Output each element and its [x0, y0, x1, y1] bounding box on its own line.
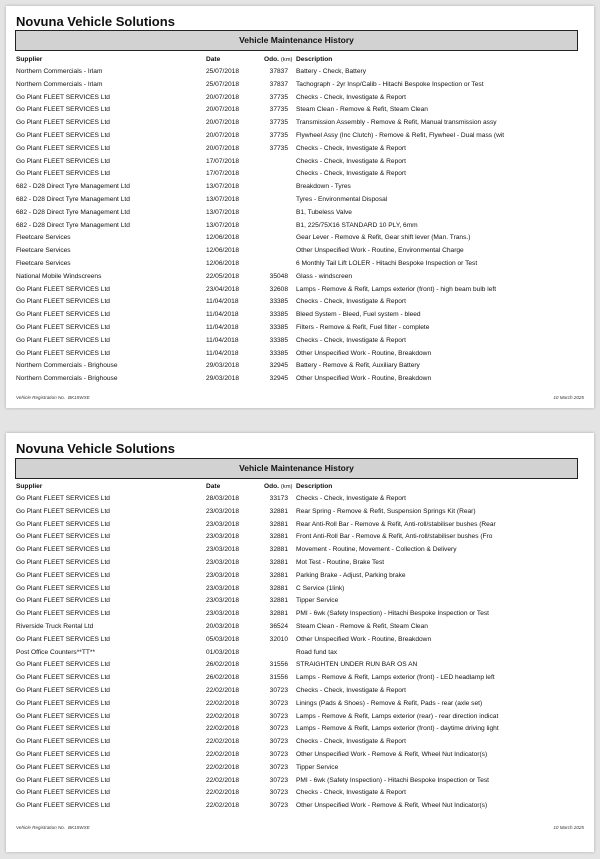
date-cell: 23/03/2018 — [206, 559, 240, 566]
date-cell: 26/02/2018 — [206, 674, 240, 682]
table-row — [6, 92, 594, 105]
supplier-cell: Go Plant FLEET SERVICES Ltd — [16, 93, 110, 101]
odometer-cell: 33385 — [269, 298, 288, 306]
table-row — [6, 634, 594, 647]
odometer-cell: 37735 — [269, 119, 288, 127]
table-row — [6, 608, 594, 621]
description-cell: STRAIGHTEN UNDER RUN BAR OS AN — [296, 661, 418, 669]
supplier-cell: Go Plant FLEET SERVICES Ltd — [16, 776, 110, 784]
table-row — [6, 519, 594, 532]
footer-date: 10 March 2025 — [553, 395, 584, 400]
table-row — [6, 647, 594, 660]
footer-date: 10 March 2025 — [553, 825, 584, 830]
odometer-cell: 30723 — [269, 789, 288, 797]
description-cell: C Service (1link) — [296, 584, 345, 592]
description-cell: Lamps - Remove & Refit, Lamps exterior (front) - daytime driving light — [296, 725, 499, 733]
odometer-cell: 32881 — [269, 546, 288, 554]
table-row — [6, 156, 594, 169]
company-name: Novuna Vehicle Solutions — [16, 14, 175, 29]
date-cell: 22/02/2018 — [206, 751, 240, 758]
supplier-cell: Post Office Counters**TT** — [16, 648, 96, 656]
header-odo-label: Odo. — [264, 483, 280, 490]
odometer-cell: 33385 — [269, 336, 288, 344]
description-cell: Tipper Service — [296, 597, 339, 605]
description-cell: 6 Monthly Tail Lift LOLER - Hitachi Bespoke Inspection or Test — [296, 260, 478, 267]
table-row — [6, 117, 594, 130]
table-row — [6, 762, 594, 775]
description-cell: Rear Spring - Remove & Refit, Suspension Springs Kit (Rear) — [296, 507, 476, 515]
date-cell: 23/03/2018 — [206, 610, 240, 618]
description-cell: Other Unspecified Work - Routine, Breakdown — [296, 349, 432, 357]
date-cell: 23/04/2018 — [206, 285, 240, 293]
description-cell: Checks - Check, Investigate & Report — [296, 144, 406, 152]
odometer-cell: 30723 — [269, 738, 288, 746]
page-footer — [6, 825, 594, 835]
supplier-cell: Go Plant FLEET SERVICES Ltd — [16, 610, 110, 618]
table-row — [6, 373, 594, 386]
supplier-cell: Go Plant FLEET SERVICES Ltd — [16, 687, 110, 694]
table-row — [6, 557, 594, 570]
description-cell: Checks - Check, Investigate & Report — [296, 336, 406, 344]
description-cell: Road fund tax — [296, 648, 338, 656]
date-cell: 20/07/2018 — [206, 132, 240, 139]
table-row — [6, 348, 594, 361]
description-cell: Other Unspecified Work - Remove & Refit, Wheel Nut Indicator(s) — [296, 802, 488, 810]
table-row — [6, 800, 594, 813]
supplier-cell: Go Plant FLEET SERVICES Ltd — [16, 635, 110, 643]
date-cell: 22/02/2018 — [206, 776, 240, 784]
description-cell: Checks - Check, Investigate & Report — [296, 789, 406, 797]
date-cell: 23/03/2018 — [206, 571, 240, 579]
supplier-cell: Go Plant FLEET SERVICES Ltd — [16, 763, 110, 771]
supplier-cell: Riverside Truck Rental Ltd — [16, 623, 94, 630]
description-cell: Other Unspecified Work - Remove & Refit, Wheel Nut Indicator(s) — [296, 751, 488, 758]
document-page-1 — [6, 6, 594, 408]
supplier-cell: 682 - D28 Direct Tyre Management Ltd — [16, 196, 130, 203]
table-row — [6, 787, 594, 800]
date-cell: 11/04/2018 — [206, 336, 239, 344]
table-row — [6, 698, 594, 711]
description-cell: Other Unspecified Work - Routine, Environmental Charge — [296, 247, 464, 255]
date-cell: 20/07/2018 — [206, 93, 240, 101]
date-cell: 11/04/2018 — [206, 324, 239, 331]
table-row — [6, 685, 594, 698]
date-cell: 23/03/2018 — [206, 507, 240, 515]
supplier-cell: Go Plant FLEET SERVICES Ltd — [16, 738, 110, 746]
odometer-cell: 32881 — [269, 584, 288, 592]
description-cell: Checks - Check, Investigate & Report — [296, 157, 406, 165]
table-row — [6, 79, 594, 92]
date-cell: 22/02/2018 — [206, 789, 240, 797]
date-cell: 13/07/2018 — [206, 208, 240, 216]
supplier-cell: Go Plant FLEET SERVICES Ltd — [16, 170, 110, 178]
description-cell: Steam Clean - Remove & Refit, Steam Clean — [296, 623, 428, 630]
table-row — [6, 531, 594, 544]
header-supplier: Supplier — [16, 56, 43, 63]
footer-registration: BK15WXE — [68, 825, 90, 830]
footer-registration: BK15WXE — [68, 395, 90, 400]
odometer-cell: 30723 — [269, 776, 288, 784]
date-cell: 20/07/2018 — [206, 144, 240, 152]
description-cell: Lamps - Remove & Refit, Lamps exterior (front) - LED headlamp left — [296, 674, 495, 682]
table-row — [6, 232, 594, 245]
supplier-cell: Go Plant FLEET SERVICES Ltd — [16, 336, 110, 344]
date-cell: 23/03/2018 — [206, 584, 240, 592]
table-row — [6, 104, 594, 117]
table-row — [6, 168, 594, 181]
date-cell: 23/03/2018 — [206, 597, 240, 605]
odometer-cell: 32881 — [269, 507, 288, 515]
section-banner: Vehicle Maintenance History — [15, 458, 578, 479]
footer-label: Vehicle Registration No. — [16, 395, 66, 400]
header-date: Date — [206, 483, 221, 490]
odometer-cell: 36524 — [269, 623, 288, 630]
table-row — [6, 220, 594, 233]
description-cell: Lamps - Remove & Refit, Lamps exterior (rear) - rear direction indicat — [296, 712, 499, 720]
description-cell: Other Unspecified Work - Routine, Breakdown — [296, 375, 432, 383]
date-cell: 29/03/2018 — [206, 375, 240, 383]
date-cell: 22/02/2018 — [206, 687, 240, 694]
supplier-cell: Northern Commercials - Irlam — [16, 80, 103, 88]
supplier-cell: Go Plant FLEET SERVICES Ltd — [16, 597, 110, 605]
table-row — [6, 736, 594, 749]
date-cell: 23/03/2018 — [206, 533, 240, 541]
supplier-cell: Go Plant FLEET SERVICES Ltd — [16, 106, 110, 114]
odometer-cell: 37837 — [269, 80, 288, 88]
odometer-cell: 33385 — [269, 349, 288, 357]
footer-label: Vehicle Registration No. — [16, 825, 66, 830]
description-cell: Battery - Remove & Refit, Auxiliary Battery — [296, 362, 420, 370]
supplier-cell: Go Plant FLEET SERVICES Ltd — [16, 725, 110, 733]
page-footer — [6, 395, 594, 405]
description-cell: PMI - 6wk (Safety Inspection) - Hitachi Bespoke Inspection or Test — [296, 776, 490, 784]
odometer-cell: 33173 — [269, 495, 288, 502]
table-row — [6, 335, 594, 348]
odometer-cell: 37735 — [269, 144, 288, 152]
supplier-cell: Go Plant FLEET SERVICES Ltd — [16, 661, 110, 669]
date-cell: 25/07/2018 — [206, 80, 240, 88]
description-cell: Checks - Check, Investigate & Report — [296, 495, 406, 502]
supplier-cell: Go Plant FLEET SERVICES Ltd — [16, 285, 110, 293]
date-cell: 11/04/2018 — [206, 349, 239, 357]
odometer-cell: 37735 — [269, 106, 288, 114]
supplier-cell: Go Plant FLEET SERVICES Ltd — [16, 495, 110, 502]
odometer-cell: 32881 — [269, 571, 288, 579]
date-cell: 22/02/2018 — [206, 802, 240, 810]
supplier-cell: Go Plant FLEET SERVICES Ltd — [16, 571, 110, 579]
description-cell: Tipper Service — [296, 763, 339, 771]
date-cell: 23/03/2018 — [206, 546, 240, 554]
table-row — [6, 570, 594, 583]
odometer-cell: 30723 — [269, 725, 288, 733]
section-banner: Vehicle Maintenance History — [15, 30, 578, 51]
company-name: Novuna Vehicle Solutions — [16, 441, 175, 456]
date-cell: 11/04/2018 — [206, 311, 239, 319]
table-header — [6, 54, 594, 67]
odometer-cell: 32945 — [269, 362, 288, 370]
date-cell: 22/02/2018 — [206, 712, 240, 720]
description-cell: Bleed System - Bleed, Fuel system - bleed — [296, 311, 421, 319]
date-cell: 12/06/2018 — [206, 260, 240, 267]
table-row — [6, 544, 594, 557]
odometer-cell: 37735 — [269, 132, 288, 139]
odometer-cell: 33385 — [269, 311, 288, 319]
description-cell: B1, 225/75X16 STANDARD 10 PLY, 6mm — [296, 221, 418, 229]
table-row — [6, 143, 594, 156]
date-cell: 17/07/2018 — [206, 170, 240, 178]
supplier-cell: 682 - D28 Direct Tyre Management Ltd — [16, 221, 130, 229]
odometer-cell: 37735 — [269, 93, 288, 101]
description-cell: Linings (Pads & Shoes) - Remove & Refit, Pads - rear (axle set) — [296, 699, 483, 707]
supplier-cell: Northern Commercials - Brighouse — [16, 375, 118, 383]
odometer-cell: 35048 — [269, 272, 288, 280]
table-row — [6, 672, 594, 685]
supplier-cell: Go Plant FLEET SERVICES Ltd — [16, 349, 110, 357]
date-cell: 20/03/2018 — [206, 623, 240, 630]
date-cell: 13/07/2018 — [206, 183, 240, 191]
table-row — [6, 258, 594, 271]
supplier-cell: Go Plant FLEET SERVICES Ltd — [16, 324, 110, 331]
odometer-cell: 37837 — [269, 68, 288, 75]
table-row — [6, 775, 594, 788]
supplier-cell: Fleetcare Services — [16, 260, 71, 267]
description-cell: Mot Test - Routine, Brake Test — [296, 559, 385, 566]
date-cell: 23/03/2018 — [206, 520, 240, 528]
supplier-cell: Go Plant FLEET SERVICES Ltd — [16, 132, 110, 139]
description-cell: Battery - Check, Battery — [296, 68, 366, 75]
supplier-cell: Go Plant FLEET SERVICES Ltd — [16, 712, 110, 720]
description-cell: Flywheel Assy (Inc Clutch) - Remove & Refit, Flywheel - Dual mass (wit — [296, 132, 505, 139]
date-cell: 13/07/2018 — [206, 221, 240, 229]
description-cell: PMI - 6wk (Safety Inspection) - Hitachi Bespoke Inspection or Test — [296, 610, 490, 618]
table-row — [6, 583, 594, 596]
odometer-cell: 31556 — [269, 674, 288, 682]
table-row — [6, 621, 594, 634]
table-row — [6, 194, 594, 207]
odometer-cell: 32881 — [269, 597, 288, 605]
table-row — [6, 130, 594, 143]
header-description: Description — [296, 483, 333, 490]
description-cell: Breakdown - Tyres — [296, 183, 351, 191]
description-cell: Checks - Check, Investigate & Report — [296, 93, 406, 101]
supplier-cell: Go Plant FLEET SERVICES Ltd — [16, 699, 110, 707]
description-cell: Front Anti-Roll Bar - Remove & Refit, Anti-roll/stabiliser bushes (Fro — [296, 533, 493, 541]
description-cell: Parking Brake - Adjust, Parking brake — [296, 571, 406, 579]
description-cell: Checks - Check, Investigate & Report — [296, 738, 406, 746]
supplier-cell: Fleetcare Services — [16, 234, 71, 242]
table-row — [6, 595, 594, 608]
odometer-cell: 32945 — [269, 375, 288, 383]
description-cell: Checks - Check, Investigate & Report — [296, 687, 406, 694]
supplier-cell: Go Plant FLEET SERVICES Ltd — [16, 157, 110, 165]
supplier-cell: National Mobile Windscreens — [16, 272, 102, 280]
supplier-cell: Go Plant FLEET SERVICES Ltd — [16, 674, 110, 682]
date-cell: 13/07/2018 — [206, 196, 240, 203]
description-cell: Filters - Remove & Refit, Fuel filter - complete — [296, 324, 430, 331]
description-cell: Other Unspecified Work - Routine, Breakdown — [296, 635, 432, 643]
header-odo-unit: (km) — [280, 484, 293, 490]
description-cell: Glass - windscreen — [296, 272, 353, 280]
description-cell: Gear Lever - Remove & Refit, Gear shift lever (Man. Trans.) — [296, 234, 471, 242]
date-cell: 22/02/2018 — [206, 699, 240, 707]
header-description: Description — [296, 56, 333, 63]
header-supplier: Supplier — [16, 483, 43, 490]
date-cell: 05/03/2018 — [206, 635, 240, 643]
table-row — [6, 296, 594, 309]
supplier-cell: Go Plant FLEET SERVICES Ltd — [16, 144, 110, 152]
supplier-cell: Go Plant FLEET SERVICES Ltd — [16, 751, 110, 758]
odometer-cell: 32881 — [269, 610, 288, 618]
supplier-cell: Go Plant FLEET SERVICES Ltd — [16, 584, 110, 592]
description-cell: Movement - Routine, Movement - Collection & Delivery — [296, 546, 457, 554]
odometer-cell: 30723 — [269, 763, 288, 771]
odometer-cell: 32881 — [269, 520, 288, 528]
table-row — [6, 723, 594, 736]
supplier-cell: Go Plant FLEET SERVICES Ltd — [16, 546, 110, 554]
description-cell: Tachograph - 2yr Insp/Calib - Hitachi Bespoke Inspection or Test — [296, 80, 484, 88]
supplier-cell: Go Plant FLEET SERVICES Ltd — [16, 507, 110, 515]
date-cell: 20/07/2018 — [206, 119, 240, 127]
odometer-cell: 31556 — [269, 661, 288, 669]
odometer-cell: 32881 — [269, 559, 288, 566]
description-cell: Tyres - Environmental Disposal — [296, 196, 388, 203]
table-row — [6, 309, 594, 322]
description-cell: Rear Anti-Roll Bar - Remove & Refit, Anti-roll/stabiliser bushes (Rear — [296, 520, 496, 528]
table-row — [6, 66, 594, 79]
supplier-cell: Go Plant FLEET SERVICES Ltd — [16, 119, 110, 127]
date-cell: 01/03/2018 — [206, 648, 240, 656]
odometer-cell: 30723 — [269, 687, 288, 694]
table-row — [6, 506, 594, 519]
date-cell: 29/03/2018 — [206, 362, 240, 370]
date-cell: 25/07/2018 — [206, 68, 240, 75]
description-cell: Checks - Check, Investigate & Report — [296, 298, 406, 306]
header-odo — [264, 481, 296, 494]
description-cell: Steam Clean - Remove & Refit, Steam Clean — [296, 106, 428, 114]
odometer-cell: 33385 — [269, 324, 288, 331]
table-row — [6, 493, 594, 506]
date-cell: 22/02/2018 — [206, 738, 240, 746]
odometer-cell: 30723 — [269, 699, 288, 707]
supplier-cell: Go Plant FLEET SERVICES Ltd — [16, 298, 110, 306]
date-cell: 26/02/2018 — [206, 661, 240, 669]
date-cell: 22/02/2018 — [206, 763, 240, 771]
description-cell: Checks - Check, Investigate & Report — [296, 170, 406, 178]
description-cell: Lamps - Remove & Refit, Lamps exterior (front) - high beam bulb left — [296, 285, 497, 293]
odometer-cell: 32010 — [269, 635, 288, 643]
table-row — [6, 207, 594, 220]
supplier-cell: Go Plant FLEET SERVICES Ltd — [16, 311, 110, 319]
header-odo — [264, 54, 296, 67]
supplier-cell: 682 - D28 Direct Tyre Management Ltd — [16, 208, 130, 216]
date-cell: 28/03/2018 — [206, 495, 240, 502]
table-row — [6, 360, 594, 373]
description-cell: Transmission Assembly - Remove & Refit, Manual transmission assy — [296, 119, 497, 127]
date-cell: 22/05/2018 — [206, 272, 240, 280]
table-row — [6, 245, 594, 258]
table-row — [6, 749, 594, 762]
supplier-cell: 682 - D28 Direct Tyre Management Ltd — [16, 183, 130, 191]
table-header — [6, 481, 594, 494]
table-row — [6, 181, 594, 194]
table-row — [6, 659, 594, 672]
header-odo-unit: (km) — [280, 57, 293, 63]
date-cell: 12/06/2018 — [206, 247, 240, 255]
date-cell: 22/02/2018 — [206, 725, 240, 733]
date-cell: 11/04/2018 — [206, 298, 239, 306]
odometer-cell: 32881 — [269, 533, 288, 541]
header-date: Date — [206, 56, 221, 63]
supplier-cell: Go Plant FLEET SERVICES Ltd — [16, 520, 110, 528]
odometer-cell: 30723 — [269, 751, 288, 758]
date-cell: 12/06/2018 — [206, 234, 240, 242]
supplier-cell: Go Plant FLEET SERVICES Ltd — [16, 802, 110, 810]
odometer-cell: 30723 — [269, 712, 288, 720]
document-page-2 — [6, 433, 594, 852]
supplier-cell: Fleetcare Services — [16, 247, 71, 255]
supplier-cell: Northern Commercials - Irlam — [16, 68, 103, 75]
table-row — [6, 284, 594, 297]
table-row — [6, 322, 594, 335]
odometer-cell: 32608 — [269, 285, 288, 293]
supplier-cell: Go Plant FLEET SERVICES Ltd — [16, 789, 110, 797]
table-row — [6, 271, 594, 284]
date-cell: 20/07/2018 — [206, 106, 240, 114]
table-row — [6, 711, 594, 724]
supplier-cell: Go Plant FLEET SERVICES Ltd — [16, 533, 110, 541]
supplier-cell: Northern Commercials - Brighouse — [16, 362, 118, 370]
header-odo-label: Odo. — [264, 56, 280, 63]
description-cell: B1, Tubeless Valve — [296, 208, 352, 216]
supplier-cell: Go Plant FLEET SERVICES Ltd — [16, 559, 110, 566]
date-cell: 17/07/2018 — [206, 157, 240, 165]
odometer-cell: 30723 — [269, 802, 288, 810]
